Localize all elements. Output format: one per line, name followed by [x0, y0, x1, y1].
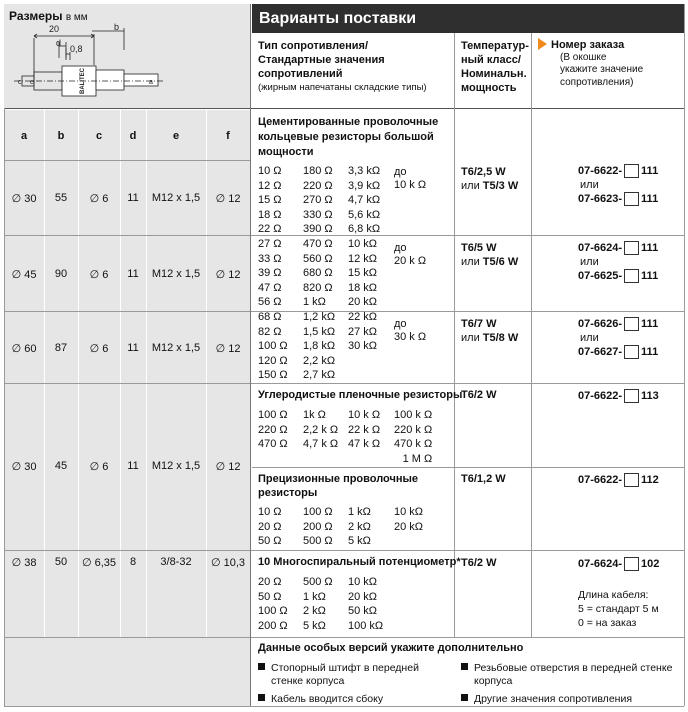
temp-class-1: T6/2,5 W или T5/3 W — [461, 166, 519, 192]
page: Размеры в мм 20 b d 0,8 c a e BALITEC Варианты поставки Тип сопротивления/ Стандартные значения сопротивлений (жирным напечатаны складские типы) Температур- ный класс/ Номинальн. мощность Номер заказа (В окошке укажите значение сопротивления) a b c d e f ∅ 30 55 ∅ 6 11 M12 x 1,5 ∅ 12 ∅ 45 90 ∅ 6 11 M12 x 1,5 ∅ 12 ∅ 60 87 ∅ 6 11 M12 x 1,5 ∅ 12 ∅ 30 45 ∅ 6 11 M12 x 1,5 ∅ 12 ∅ 38 50 ∅ 6,35 8 3/8-32 ∅ 10,3 Цементированные проволочные кольцевые резисторы большой мощности 10 Ω 12 Ω 15 Ω 18 Ω 22 Ω 27 Ω 33 Ω 39 Ω 47 Ω 56 Ω 68 Ω 82 Ω 100 Ω 120 Ω 150 Ω 180 Ω 220 Ω 270 Ω 330 Ω 390 Ω 470 Ω 560 Ω 680 Ω 820 Ω 1 kΩ 1,2 kΩ 1,5 kΩ 1,8 kΩ 2,2 kΩ 2,7 kΩ 3,3 kΩ 3,9 kΩ 4,7 kΩ 5,6 kΩ 6,8 kΩ 10 kΩ 12 kΩ 15 kΩ 18 kΩ 20 kΩ 22 kΩ 27 kΩ 30 kΩ до 10 k Ω до 20 k Ω до 30 k Ω T6/2,5 W или T5/3 W T6/5 W или T5/6 W T6/7 W или T5/8 W T6/2 W T6/1,2 W T6/2 W 07-6622- 111 или 07-6623- 111 07-6624- 111 или 07-6625- 111 07-6626- 111 или 07-6627- 111 07-6622- 113 07-6622- 112 07-6624- 102 Длина кабеля: 5 = стандарт 5 м 0 = на заказ Углеродистые пленочные резисторы 100 Ω 220 Ω 470 Ω 1k Ω 2,2 k Ω 4,7 k Ω 10 k Ω 22 k Ω 47 k Ω 100 k Ω 220 k Ω 470 k Ω 1 M Ω Прецизионные проволочные резисторы 10 Ω 20 Ω 50 Ω 100 Ω 200 Ω 500 Ω 1 kΩ 2 kΩ 5 kΩ 10 kΩ 20 kΩ 10 Многоспиральный потенциометр* 20 Ω 50 Ω 100 Ω 200 Ω 500 Ω 1 kΩ 2 kΩ 5 kΩ 10 kΩ 20 kΩ 50 kΩ 100 kΩ Данные особых версий укажите дополнительно Стопорный штифт в передней стенке корпуса Кабель вводится сбоку Резьбовые отверстия в передней стенке корпуса Другие значения сопротивления — [0, 0, 688, 712]
precision-title: Прецизионные проволочные резисторы — [258, 473, 419, 499]
carbon-title: Углеродистые пленочные резисторы — [258, 389, 463, 401]
special-item-2: Кабель вводится сбоку — [258, 693, 383, 705]
order-group-2: 07-6624- 111 или 07-6625- 111 — [578, 242, 659, 283]
col-header-f: f — [226, 130, 230, 142]
order-header: Номер заказа (В окошке укажите значение сопротивления) — [538, 38, 643, 89]
special-title: Данные особых версий укажите дополнительно — [258, 642, 524, 654]
pot-values-col3: 10 kΩ 20 kΩ 50 kΩ 100 kΩ — [348, 576, 384, 632]
bullet-square-icon — [461, 694, 468, 701]
bullet-square-icon — [258, 694, 265, 701]
cemented-values-col3: 3,3 kΩ 3,9 kΩ 4,7 kΩ 5,6 kΩ 6,8 kΩ 10 kΩ 12 kΩ 15 kΩ 18 kΩ 20 kΩ 22 kΩ 27 kΩ 30 kΩ — [348, 165, 381, 353]
temp-class-5: T6/1,2 W — [461, 473, 506, 485]
precision-values-col2: 100 Ω 200 Ω 500 Ω — [303, 506, 333, 548]
col-header-c: c — [95, 130, 103, 142]
cemented-upto-2: до 20 k Ω — [394, 242, 427, 267]
cemented-upto-3: до 30 k Ω — [394, 318, 427, 343]
cemented-upto-1: до 10 k Ω — [394, 166, 427, 191]
precision-values-col4: 10 kΩ 20 kΩ — [394, 506, 424, 533]
cemented-values-col2: 180 Ω 220 Ω 270 Ω 330 Ω 390 Ω 470 Ω 560 Ω 680 Ω 820 Ω 1 kΩ 1,2 kΩ 1,5 kΩ 1,8 kΩ 2,2 kΩ 2,7 kΩ — [303, 165, 336, 382]
carbon-values-col4: 100 k Ω 220 k Ω 470 k Ω 1 M Ω — [394, 409, 433, 465]
dimension-drawing — [4, 20, 174, 106]
dim-label-c: c — [18, 79, 22, 86]
dim-label-08: 0,8 — [70, 44, 83, 54]
resistance-input-box[interactable] — [624, 557, 639, 571]
potentiometer-title: 10 Многоспиральный потенциометр* — [258, 556, 461, 568]
carbon-values-col1: 100 Ω 220 Ω 470 Ω — [258, 409, 288, 451]
resistance-input-box[interactable] — [624, 389, 639, 403]
resistance-input-box[interactable] — [624, 345, 639, 359]
section-title: Варианты поставки — [252, 4, 684, 33]
cemented-values-col1: 10 Ω 12 Ω 15 Ω 18 Ω 22 Ω 27 Ω 33 Ω 39 Ω 47 Ω 56 Ω 68 Ω 82 Ω 100 Ω 120 Ω 150 Ω — [258, 165, 288, 382]
order-4: 07-6622- 113 — [578, 389, 659, 402]
resistance-input-box[interactable] — [624, 473, 639, 487]
dim-label-20: 20 — [49, 24, 60, 34]
temp-header: Температур- ный класс/ Номинальн. мощность — [461, 40, 529, 94]
resistance-input-box[interactable] — [624, 241, 639, 255]
brand-label: BALITEC — [80, 68, 86, 94]
dim-label-e: e — [30, 79, 34, 86]
pot-values-col1: 20 Ω 50 Ω 100 Ω 200 Ω — [258, 576, 288, 632]
resistance-input-box[interactable] — [624, 164, 639, 178]
carbon-values-col3: 10 k Ω 22 k Ω 47 k Ω — [348, 409, 381, 451]
col-header-d: d — [129, 130, 137, 142]
pot-values-col2: 500 Ω 1 kΩ 2 kΩ 5 kΩ — [303, 576, 333, 632]
temp-class-6: T6/2 W — [461, 557, 497, 569]
resistance-input-box[interactable] — [624, 192, 639, 206]
col-header-e: e — [172, 130, 180, 142]
temp-class-3: T6/7 W или T5/8 W — [461, 318, 519, 344]
temp-class-2: T6/5 W или T5/6 W — [461, 242, 519, 268]
arrow-right-icon — [538, 38, 547, 50]
bullet-square-icon — [461, 663, 468, 670]
order-6: 07-6624- 102 — [578, 557, 660, 570]
resistance-input-box[interactable] — [624, 317, 639, 331]
special-item-4: Другие значения сопротивления — [461, 693, 632, 705]
dims-title: Размеры в мм — [9, 9, 88, 23]
precision-values-col3: 1 kΩ 2 kΩ 5 kΩ — [348, 506, 371, 548]
resistance-input-box[interactable] — [624, 269, 639, 283]
cemented-title: Цементированные проволочные кольцевые резисторы большой мощности — [258, 116, 439, 158]
temp-class-4: T6/2 W — [461, 389, 497, 401]
special-item-1: Стопорный штифт в передней стенке корпуса — [258, 662, 419, 688]
carbon-values-col2: 1k Ω 2,2 k Ω 4,7 k Ω — [303, 409, 339, 451]
precision-values-col1: 10 Ω 20 Ω 50 Ω — [258, 506, 282, 548]
order-5: 07-6622- 112 — [578, 473, 659, 486]
col-header-a: a — [20, 130, 28, 142]
dim-label-a: a — [149, 79, 153, 86]
type-header: Тип сопротивления/ Стандартные значения сопротивлений (жирным напечатаны складские типы) — [258, 40, 427, 93]
bullet-square-icon — [258, 663, 265, 670]
dim-label-d: d — [56, 38, 62, 48]
col-header-b: b — [57, 130, 65, 142]
order-group-3: 07-6626- 111 или 07-6627- 111 — [578, 318, 659, 359]
cable-length-note: Длина кабеля: 5 = стандарт 5 м 0 = на заказ — [578, 589, 659, 629]
dim-label-b: b — [114, 22, 120, 32]
order-group-1: 07-6622- 111 или 07-6623- 111 — [578, 165, 659, 206]
special-item-3: Резьбовые отверстия в передней стенке корпуса — [461, 662, 672, 688]
